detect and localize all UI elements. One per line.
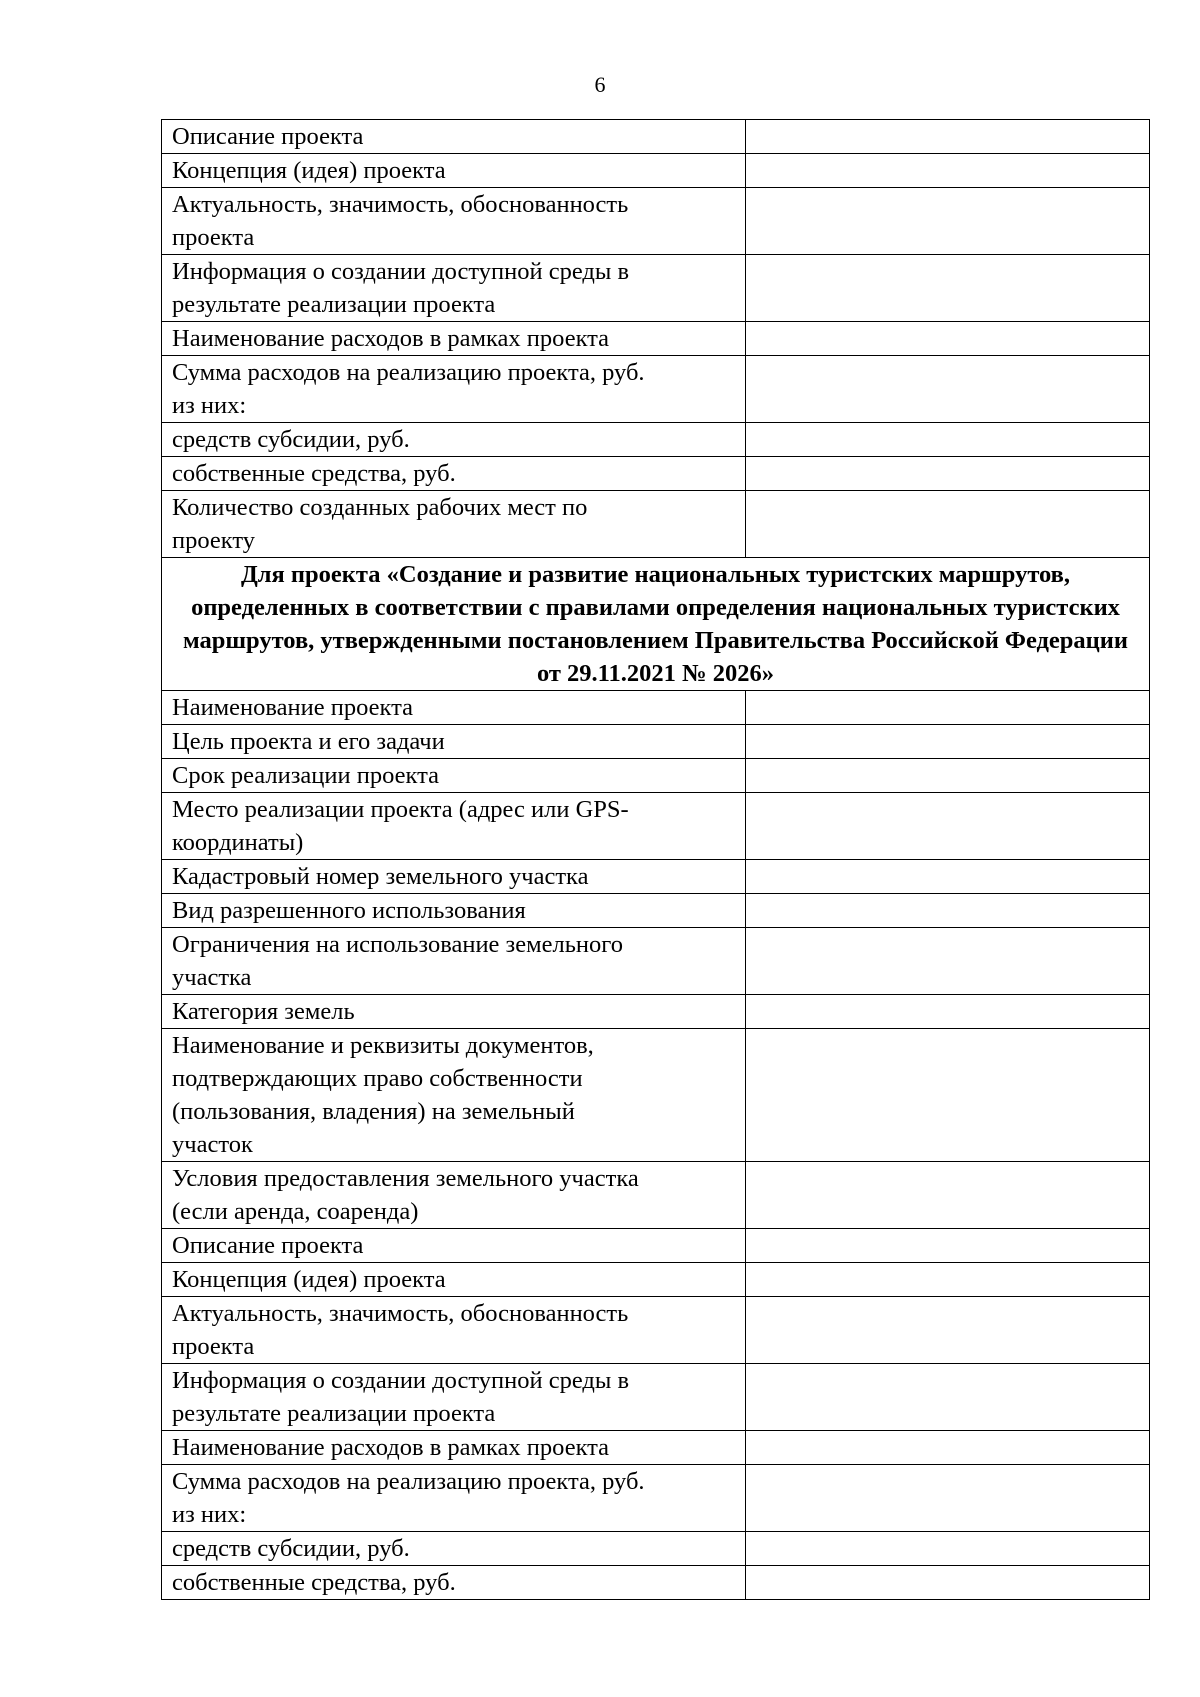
- table-row: [162, 1162, 1150, 1229]
- table-row: [162, 1431, 1150, 1465]
- row-label: Наименование и реквизиты документов, подтверждающих право собственности (пользования, владения) на земельный участок: [172, 1032, 594, 1158]
- row-value-cell[interactable]: [746, 120, 1150, 154]
- row-value-cell[interactable]: [746, 1465, 1150, 1532]
- row-label-cell: [162, 1229, 746, 1263]
- row-label-cell: [162, 1431, 746, 1465]
- row-value-cell[interactable]: [746, 1162, 1150, 1229]
- table-row: [162, 725, 1150, 759]
- table-row: [162, 1364, 1150, 1431]
- row-label: Актуальность, значимость, обоснованность проекта: [172, 1300, 629, 1360]
- row-value-cell[interactable]: [746, 423, 1150, 457]
- row-label-cell: [162, 356, 746, 423]
- row-value-cell[interactable]: [746, 188, 1150, 255]
- row-value-cell[interactable]: [746, 928, 1150, 995]
- row-value-cell[interactable]: [746, 322, 1150, 356]
- row-value-cell[interactable]: [746, 154, 1150, 188]
- row-label-cell: [162, 188, 746, 255]
- row-label-cell: [162, 491, 746, 558]
- row-label-cell: [162, 1297, 746, 1364]
- table-row: [162, 860, 1150, 894]
- table-row: [162, 188, 1150, 255]
- row-value-cell[interactable]: [746, 255, 1150, 322]
- row-label: Описание проекта: [172, 123, 364, 150]
- row-label-cell: [162, 1162, 746, 1229]
- row-label: Количество созданных рабочих мест по проекту: [172, 494, 588, 554]
- row-value-cell[interactable]: [746, 1532, 1150, 1566]
- row-label: собственные средства, руб.: [172, 1569, 456, 1596]
- row-label: Кадастровый номер земельного участка: [172, 863, 589, 890]
- table-row: [162, 1263, 1150, 1297]
- row-label: Ограничения на использование земельного участка: [172, 931, 623, 991]
- row-value-cell[interactable]: [746, 457, 1150, 491]
- table-row: [162, 1566, 1150, 1600]
- row-label-cell: [162, 1465, 746, 1532]
- row-label: собственные средства, руб.: [172, 460, 456, 487]
- row-label-cell: [162, 995, 746, 1029]
- row-label-cell: [162, 154, 746, 188]
- row-value-cell[interactable]: [746, 1229, 1150, 1263]
- table-row: [162, 793, 1150, 860]
- row-label: Информация о создании доступной среды в результате реализации проекта: [172, 258, 630, 318]
- row-value-cell[interactable]: [746, 725, 1150, 759]
- row-value-cell[interactable]: [746, 1566, 1150, 1600]
- row-label: Условия предоставления земельного участка (если аренда, соаренда): [172, 1165, 639, 1225]
- table-row: [162, 928, 1150, 995]
- row-value-cell[interactable]: [746, 995, 1150, 1029]
- row-label-cell: [162, 928, 746, 995]
- table-row: [162, 356, 1150, 423]
- row-label: Наименование расходов в рамках проекта: [172, 325, 610, 352]
- row-label-cell: [162, 1364, 746, 1431]
- row-label-cell: [162, 860, 746, 894]
- page-number: 6: [594, 72, 606, 97]
- row-label-cell: [162, 793, 746, 860]
- row-label: Место реализации проекта (адрес или GPS- координаты): [172, 796, 629, 856]
- row-label: Описание проекта: [172, 1232, 364, 1259]
- table-row: [162, 691, 1150, 725]
- row-label-cell: [162, 1566, 746, 1600]
- table-row: [162, 120, 1150, 154]
- row-label-cell: [162, 1263, 746, 1297]
- row-label: средств субсидии, руб.: [172, 426, 410, 453]
- row-value-cell[interactable]: [746, 1431, 1150, 1465]
- row-label: Концепция (идея) проекта: [172, 157, 446, 184]
- table-row: [162, 491, 1150, 558]
- row-value-cell[interactable]: [746, 491, 1150, 558]
- row-label: Сумма расходов на реализацию проекта, руб. из них:: [172, 1468, 645, 1528]
- row-label: Актуальность, значимость, обоснованность проекта: [172, 191, 629, 251]
- row-label: Вид разрешенного использования: [172, 897, 526, 924]
- row-label: Наименование проекта: [172, 694, 414, 721]
- row-value-cell[interactable]: [746, 793, 1150, 860]
- row-label: Наименование расходов в рамках проекта: [172, 1434, 610, 1461]
- project-form-table: [161, 119, 1150, 1600]
- section-heading: Для проекта «Создание и развитие национальных туристских маршрутов, определенных в соответствии с правилами определения национальных туристских маршрутов, утвержденными постановлением Правительства Российской Федерации от 29.11.2021 № 2026»: [162, 558, 1150, 691]
- table-row: [162, 154, 1150, 188]
- row-label-cell: [162, 120, 746, 154]
- table-row: [162, 423, 1150, 457]
- row-value-cell[interactable]: [746, 894, 1150, 928]
- section-heading-row: [162, 558, 1150, 691]
- table-row: [162, 1229, 1150, 1263]
- bottom-rows: [162, 691, 1150, 1600]
- table-row: [162, 1297, 1150, 1364]
- table-row: [162, 995, 1150, 1029]
- row-label-cell: [162, 1532, 746, 1566]
- row-label-cell: [162, 759, 746, 793]
- table-row: [162, 1532, 1150, 1566]
- table-row: [162, 457, 1150, 491]
- row-label-cell: [162, 423, 746, 457]
- row-label-cell: [162, 1029, 746, 1162]
- row-label: Концепция (идея) проекта: [172, 1266, 446, 1293]
- row-value-cell[interactable]: [746, 1263, 1150, 1297]
- row-label: Сумма расходов на реализацию проекта, руб. из них:: [172, 359, 645, 419]
- top-rows: [162, 120, 1150, 558]
- row-value-cell[interactable]: [746, 860, 1150, 894]
- row-label-cell: [162, 894, 746, 928]
- row-label-cell: [162, 725, 746, 759]
- row-label: Категория земель: [172, 998, 355, 1025]
- table-row: [162, 759, 1150, 793]
- table-row: [162, 255, 1150, 322]
- row-label: средств субсидии, руб.: [172, 1535, 410, 1562]
- row-value-cell[interactable]: [746, 759, 1150, 793]
- row-label: Информация о создании доступной среды в результате реализации проекта: [172, 1367, 630, 1427]
- table-row: [162, 322, 1150, 356]
- row-value-cell[interactable]: [746, 1364, 1150, 1431]
- table-row: [162, 1465, 1150, 1532]
- row-value-cell[interactable]: [746, 691, 1150, 725]
- section-heading-group: [162, 558, 1150, 691]
- row-label-cell: [162, 255, 746, 322]
- row-label-cell: [162, 457, 746, 491]
- row-label: Цель проекта и его задачи: [172, 728, 445, 755]
- table-row: [162, 1029, 1150, 1162]
- row-label-cell: [162, 322, 746, 356]
- row-value-cell[interactable]: [746, 356, 1150, 423]
- row-value-cell[interactable]: [746, 1297, 1150, 1364]
- table-row: [162, 894, 1150, 928]
- row-label: Срок реализации проекта: [172, 762, 439, 789]
- row-value-cell[interactable]: [746, 1029, 1150, 1162]
- row-label-cell: [162, 691, 746, 725]
